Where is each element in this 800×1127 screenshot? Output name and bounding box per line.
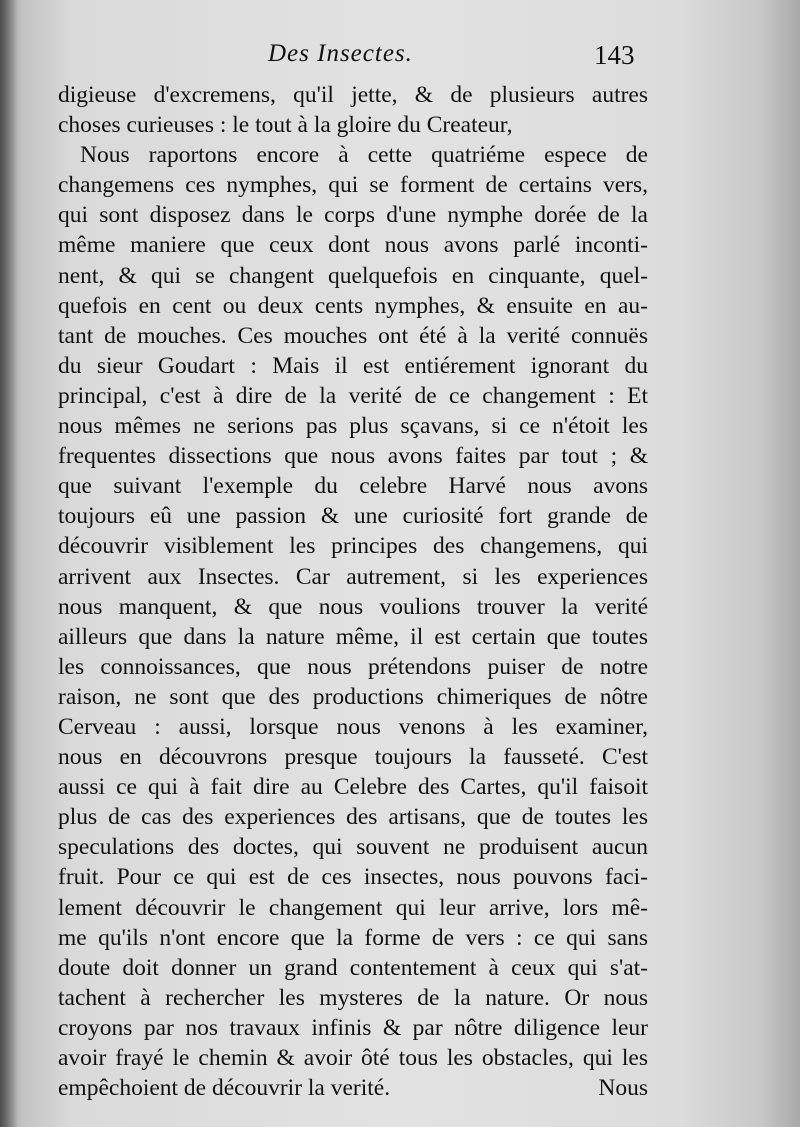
last-text-line: [58, 1073, 648, 1103]
text-line-content: empêchoient de découvrir la verité.: [58, 1075, 391, 1102]
binding-shadow: [0, 0, 18, 1127]
text-line: que suivant l'exemple du celebre Harvé nous avons: [58, 473, 648, 500]
text-line: frequentes dissections que nous avons faites par tout ; &: [58, 443, 648, 470]
text-line: tachent à rechercher les mysteres de la nature. Or nous: [58, 984, 648, 1011]
catchword: Nous: [598, 1075, 648, 1102]
text-line: doute doit donner un grand contentement à ceux qui s'at-: [58, 954, 648, 981]
text-line: nous mêmes ne serions pas plus sçavans, si ce n'étoit les: [58, 413, 648, 440]
text-line: les connoissances, que nous prétendons puiser de notre: [58, 653, 648, 680]
text-line: même maniere que ceux dont nous avons parlé inconti-: [58, 232, 648, 259]
text-line: principal, c'est à dire de la verité de ce changement : Et: [58, 382, 648, 409]
page-header: [0, 38, 800, 78]
text-line: raison, ne sont que des productions chimeriques de nôtre: [58, 683, 648, 710]
text-line: quefois en cent ou deux cents nymphes, & ensuite en au-: [58, 292, 648, 319]
text-line: nous en découvrons presque toujours la fausseté. C'est: [58, 744, 648, 771]
page-number: 143: [594, 40, 635, 70]
text-line: du sieur Goudart : Mais il est entiérement ignorant du: [58, 352, 648, 379]
text-line: croyons par nos travaux infinis & par nôtre diligence leur: [58, 1014, 648, 1041]
text-line: tant de mouches. Ces mouches ont été à la verité connuës: [58, 322, 648, 349]
text-line: qui sont disposez dans le corps d'une nymphe dorée de la: [58, 202, 648, 229]
text-line: fruit. Pour ce qui est de ces insectes, nous pouvons faci-: [58, 864, 648, 891]
text-line: ailleurs que dans la nature même, il est certain que toutes: [58, 623, 648, 650]
text-line: lement découvrir le changement qui leur arrive, lors mê-: [58, 894, 648, 921]
text-line: Nous raportons encore à cette quatriéme espece de: [80, 142, 648, 169]
text-line: me qu'ils n'ont encore que la forme de vers : ce qui sans: [58, 924, 648, 951]
text-line: speculations des doctes, qui souvent ne produisent aucun: [58, 834, 648, 861]
text-line: toujours eû une passion & une curiosité fort grande de: [58, 503, 648, 530]
text-line: plus de cas des experiences des artisans, que de toutes les: [58, 804, 648, 831]
text-line: arrivent aux Insectes. Car autrement, si les experiences: [58, 563, 648, 590]
text-line: nent, & qui se changent quelquefois en cinquante, quel-: [58, 262, 648, 289]
text-line: Cerveau : aussi, lorsque nous venons à les examiner,: [58, 713, 648, 740]
text-line: nous manquent, & que nous voulions trouver la verité: [58, 593, 648, 620]
text-line: choses curieuses : le tout à la gloire du Createur,: [58, 112, 513, 139]
text-line: découvrir visiblement les principes des changemens, qui: [58, 533, 648, 560]
text-line: aussi ce qui à fait dire au Celebre des Cartes, qu'il faisoit: [58, 774, 648, 801]
text-line: avoir frayé le chemin & avoir ôté tous les obstacles, qui les: [58, 1045, 648, 1071]
running-head: Des Insectes.: [268, 40, 413, 67]
text-line: changemens ces nymphes, qui se forment de certains vers,: [58, 172, 648, 199]
text-line: digieuse d'excremens, qu'il jette, & de plusieurs autres: [58, 82, 648, 108]
body-text: [58, 80, 648, 1103]
